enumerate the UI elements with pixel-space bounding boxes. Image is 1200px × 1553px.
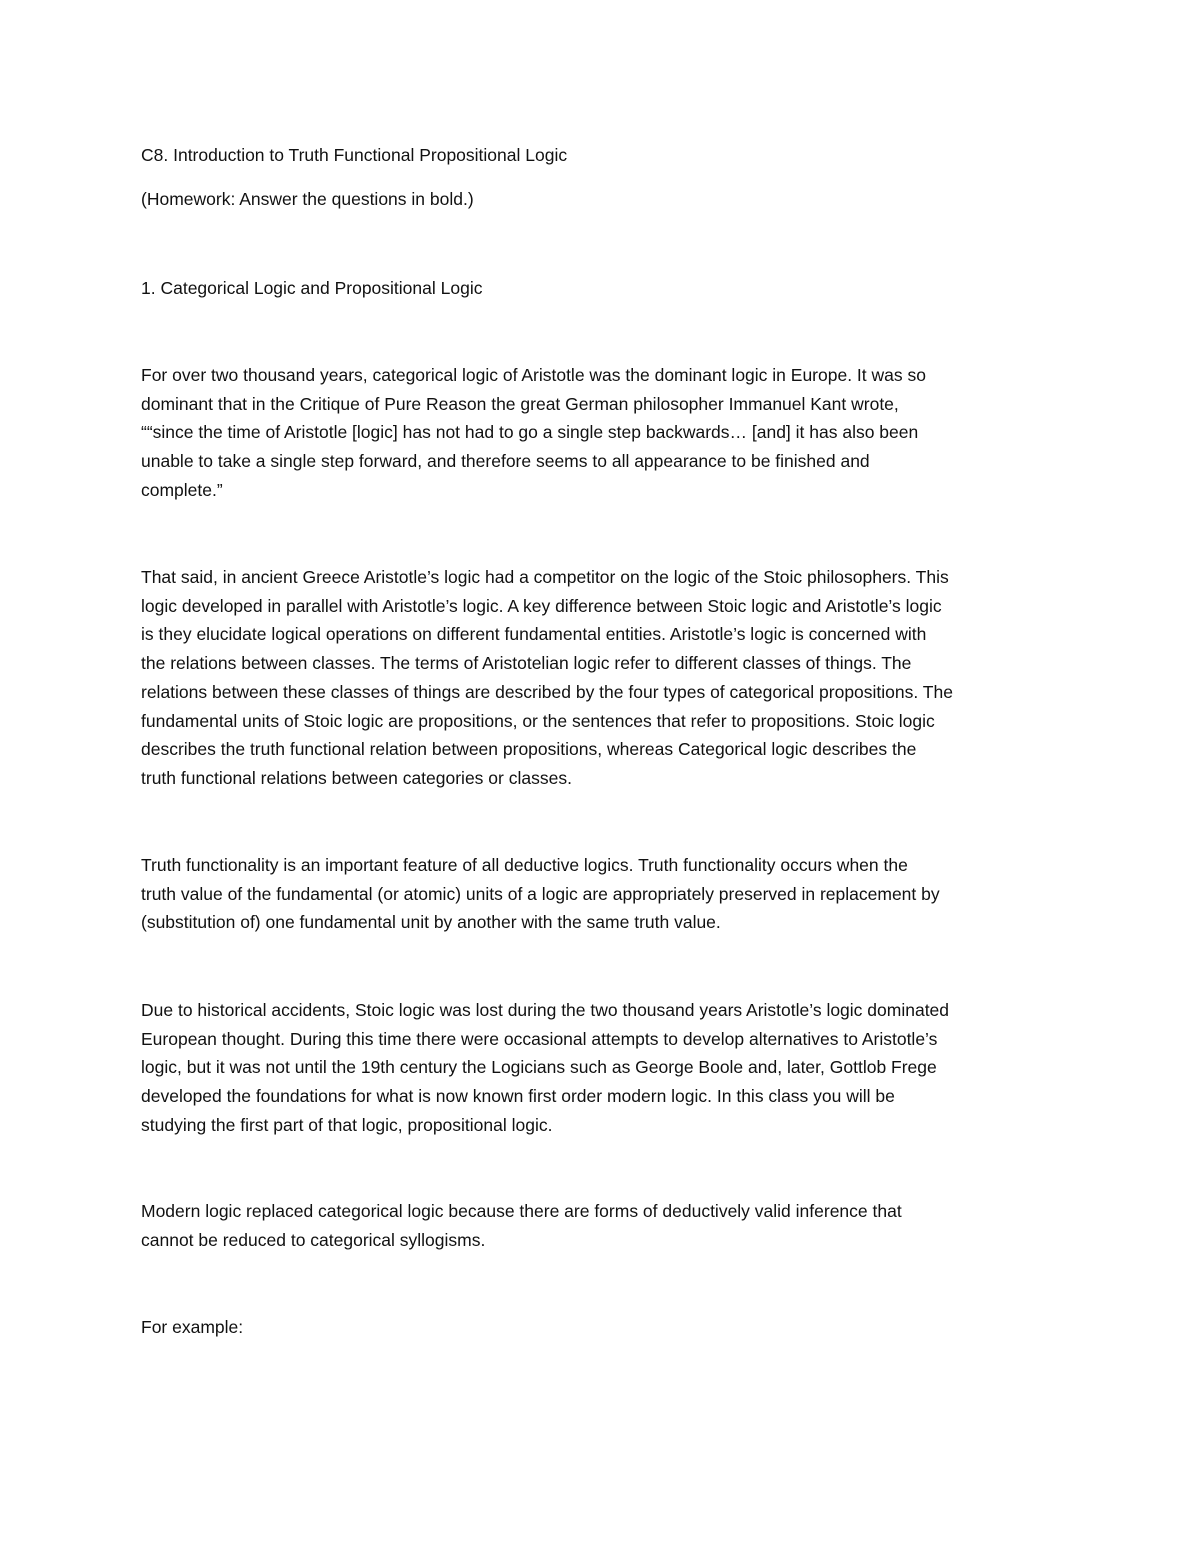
section-heading: 1. Categorical Logic and Propositional Logic: [141, 278, 483, 298]
paragraph-line: For example:: [141, 1317, 244, 1337]
paragraph-line: is they elucidate logical operations on different fundamental entities. Aristotle’s logic is concerned with: [141, 624, 927, 645]
paragraph-line: dominant that in the Critique of Pure Reason the great German philosopher Immanuel Kant wrote,: [141, 393, 899, 414]
paragraph-5: [141, 1197, 1061, 1254]
paragraph-line: developed the foundations for what is now known first order modern logic. In this class you will be: [141, 1086, 895, 1107]
paragraph-line: ““since the time of Aristotle [logic] has not had to go a single step backwards… [and] it has also been: [141, 422, 919, 443]
paragraph-line: truth value of the fundamental (or atomic) units of a logic are appropriately preserved in replacement by: [141, 883, 940, 904]
paragraph-line: For over two thousand years, categorical logic of Aristotle was the dominant logic in Europe. It was so: [141, 365, 926, 385]
paragraph-line: complete.”: [141, 479, 223, 500]
paragraph-line: relations between these classes of things are described by the four types of categorical propositions. The: [141, 681, 953, 702]
paragraph-line: (substitution of) one fundamental unit by another with the same truth value.: [141, 912, 721, 933]
paragraph-line: Modern logic replaced categorical logic because there are forms of deductively valid inference that: [141, 1201, 902, 1221]
paragraph-6: [141, 1313, 1061, 1342]
paragraph-line: unable to take a single step forward, and therefore seems to all appearance to be finished and: [141, 451, 870, 472]
paragraph-2: [141, 563, 1061, 793]
paragraph-line: cannot be reduced to categorical syllogisms.: [141, 1229, 486, 1250]
document-subtitle: (Homework: Answer the questions in bold.): [141, 189, 474, 209]
paragraph-line: studying the first part of that logic, propositional logic.: [141, 1114, 553, 1135]
paragraph-4: [141, 996, 1061, 1140]
paragraph-line: Due to historical accidents, Stoic logic was lost during the two thousand years Aristotle’s logic dominated: [141, 1000, 950, 1020]
paragraph-line: the relations between classes. The terms of Aristotelian logic refer to different classes of things. The: [141, 653, 912, 674]
paragraph-line: fundamental units of Stoic logic are propositions, or the sentences that refer to propositions. Stoic logic: [141, 710, 935, 731]
paragraph-3: [141, 851, 1061, 937]
paragraph-line: logic developed in parallel with Aristotle’s logic. A key difference between Stoic logic and Aristotle’s logic: [141, 595, 942, 616]
paragraph-line: describes the truth functional relation between propositions, whereas Categorical logic describes the: [141, 739, 917, 760]
document-title: C8. Introduction to Truth Functional Propositional Logic: [141, 145, 568, 165]
paragraph-line: Truth functionality is an important feature of all deductive logics. Truth functionality occurs when the: [141, 855, 908, 875]
paragraph-line: truth functional relations between categories or classes.: [141, 767, 572, 788]
paragraph-line: logic, but it was not until the 19th century the Logicians such as George Boole and, later, Gottlob Frege: [141, 1057, 937, 1078]
paragraph-line: European thought. During this time there were occasional attempts to develop alternatives to Aristotle’s: [141, 1028, 938, 1049]
paragraph-line: That said, in ancient Greece Aristotle’s logic had a competitor on the logic of the Stoic philosophers. This: [141, 567, 949, 587]
paragraph-1: [141, 361, 1061, 505]
